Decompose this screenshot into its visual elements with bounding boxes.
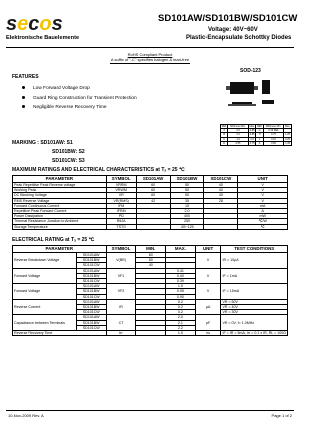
company-logo (6, 14, 88, 41)
table-cell: 0.2 (166, 305, 196, 310)
max-ratings-title: MAXIMUM RATINGS AND ELECTRICAL CHARACTERISTICS at Tₐ = 25 ℃ (12, 167, 185, 173)
table-cell: SD101CW (76, 263, 106, 268)
table-cell: SD101AW (76, 299, 106, 304)
table-cell: Forward Voltage (13, 268, 77, 284)
table-cell: Repetitive Peak Forward Current (13, 209, 107, 214)
table-cell: Reverse Current (13, 299, 77, 315)
table-cell: 60 (136, 193, 170, 198)
table-cell: SD101BW (76, 258, 106, 263)
table-cell: VR = 0V, f= 1.0MHz (221, 315, 288, 331)
table-cell: SD101CW (76, 310, 106, 315)
table-cell: 2.2 (166, 325, 196, 330)
bullet-icon (22, 86, 25, 89)
table-cell: 40 (204, 193, 238, 198)
table-cell: μA (195, 299, 221, 315)
table-cell: 2.0 (166, 315, 196, 320)
table-cell: SD101AW (76, 315, 106, 320)
table-cell: IR (106, 299, 136, 315)
table-cell: Capacitance between Terminals (13, 315, 77, 331)
table-cell: 40 (204, 188, 238, 193)
marking-item: SD101CW: S3 (52, 158, 85, 164)
logo-wordmark: secos (6, 13, 63, 35)
header-divider (6, 47, 294, 48)
table-cell: VR = 40V (221, 305, 288, 310)
package-drawing-icon (226, 76, 278, 120)
table-cell: 50 (170, 193, 204, 198)
table-cell: Thermal Resistance Junction to Ambient (13, 219, 107, 224)
footer-page: Page 1 of 2 (271, 413, 292, 418)
table-cell (136, 224, 170, 229)
table-cell: VR(RMS) (106, 198, 136, 203)
table-cell: 50 (170, 188, 204, 193)
table-cell: IFM (106, 203, 136, 208)
table-cell: VR = 50V (221, 299, 288, 304)
table-cell: V(BR) (106, 253, 136, 269)
table-cell: TSTG (106, 224, 136, 229)
table-cell: 0.40 (166, 273, 196, 278)
table-cell: IF = 1mA (221, 268, 288, 284)
package-label: SOD-123 (240, 68, 261, 74)
table-cell: SD101BW (76, 273, 106, 278)
table-cell: Working Peak (13, 188, 107, 193)
table-cell: Forward Voltage (13, 284, 77, 300)
electrical-table (12, 245, 288, 336)
table-cell: SD101BW (76, 289, 106, 294)
table-cell: IR = 10μA (221, 253, 288, 269)
table-header-row: PARAMETER SYMBOL SD101AW SD101BW SD101CW UNIT (13, 176, 288, 183)
logo-subtitle: Elektronische Bauelemente (6, 35, 80, 41)
table-cell: Peak Repetitive Peak Reverse voltage (13, 183, 107, 188)
table-cell: CT (106, 315, 136, 331)
table-cell: 0.2 (166, 299, 196, 304)
table-cell: SD101CW (76, 294, 106, 299)
table-cell: IFRM (106, 209, 136, 214)
table-cell: SD101AW (76, 284, 106, 289)
table-cell: VR (106, 193, 136, 198)
table-cell: VR = 30V (221, 310, 288, 315)
table-row (13, 224, 288, 229)
marking-title: MARKING : (12, 140, 39, 146)
table-cell: 35 (170, 198, 204, 203)
table-cell: 0.90 (166, 294, 196, 299)
table-cell: 60 (136, 183, 170, 188)
table-row (13, 253, 288, 258)
table-cell: 60 (136, 253, 166, 258)
table-cell: 1.0 (166, 284, 196, 289)
table-cell: mA (238, 203, 288, 208)
table-cell: ℃ (238, 224, 288, 229)
table-cell: V (238, 198, 288, 203)
table-cell: Forward Continuous Current (13, 203, 107, 208)
table-cell: mW (238, 214, 288, 219)
table-cell: VRRM (106, 183, 136, 188)
table-cell: 0.2 (166, 310, 196, 315)
table-cell (136, 331, 166, 336)
bullet-icon (22, 105, 25, 108)
table-cell: SD101CW (76, 279, 106, 284)
table-cell: 50 (136, 258, 166, 263)
package-dimensions-table: REF Millimeter Min. Max. REF Millimeter Min. Max. A 2.5 2.85 G 0.15 REF B 3.4 3.85 H 0.75 1.25 C 1.0 2.0 J 0.15 0.25 D 0.55 0.75 K 0.85 1.35 (221, 125, 291, 145)
table-cell: 0.95 (166, 289, 196, 294)
table-cell: V (195, 253, 221, 269)
table-cell: 60 (136, 188, 170, 193)
table-cell: Reverse Breakdown Voltage (13, 253, 77, 269)
table-cell: pF (195, 315, 221, 331)
table-cell: Reverse Recovery Time (13, 331, 107, 336)
table-cell: SD101CW (76, 325, 106, 330)
table-cell: 2.0 (170, 209, 204, 214)
table-cell: trr (106, 331, 136, 336)
table-cell: VF1 (106, 268, 136, 284)
table-cell: RMS Reverse Voltage (13, 198, 107, 203)
table-cell: DC Blocking Voltage (13, 193, 107, 198)
feature-item: Low Forward Voltage Drop (22, 86, 137, 91)
voltage-rating: Voltage: 40V~60V (208, 27, 258, 33)
package-description: Plastic-Encapsulate Schottky Diodes (186, 35, 292, 41)
rohs-line2: A suffix of "-C" specifies halogen & lead-free (110, 57, 190, 62)
table-cell: V (238, 188, 288, 193)
table-cell: SD101BW (76, 305, 106, 310)
table-row (13, 331, 288, 336)
table-cell: V (195, 268, 221, 284)
table-cell: 15 (170, 203, 204, 208)
table-header-row: PARAMETER SYMBOL MIN. MAX. UNIT TEST CONDITIONS (13, 246, 288, 253)
table-cell: 250 (170, 219, 204, 224)
footer-date: 10-Nov-2009 Rev. A (8, 413, 44, 418)
table-cell: VF2 (106, 284, 136, 300)
table-cell: 1.0 (166, 331, 196, 336)
table-cell: A (238, 209, 288, 214)
table-cell: RθJA (106, 219, 136, 224)
features-list (22, 86, 137, 115)
rohs-notice (0, 52, 300, 62)
table-cell: VRWM (106, 188, 136, 193)
table-cell: 50 (170, 183, 204, 188)
table-cell: 40 (204, 183, 238, 188)
feature-item: Guard Ring Construction for Transient Protection (22, 96, 137, 101)
table-cell: 42 (136, 198, 170, 203)
rohs-line1: RoHS Compliant Product (127, 52, 173, 57)
table-cell (204, 224, 238, 229)
table-cell: ℃/W (238, 219, 288, 224)
table-cell: 0.39 (166, 279, 196, 284)
table-cell: IF = IR = 5mA, Irr = 0.1 x IR, RL = 100Ω (222, 331, 286, 336)
table-cell: PD (106, 214, 136, 219)
table-cell: V (238, 183, 288, 188)
table-cell: SD101AW (76, 253, 106, 258)
part-number-title: SD101AW/SD101BW/SD101CW (158, 13, 298, 24)
table-cell: Storage Temperature (13, 224, 107, 229)
table-cell: 28 (204, 198, 238, 203)
table-cell: 0.41 (166, 268, 196, 273)
table-cell: ns (195, 331, 221, 336)
electrical-title: ELECTRICAL RATING at Tₐ = 25 ℃ (12, 237, 95, 243)
features-title: FEATURES (12, 74, 39, 80)
table-cell: SD101BW (76, 320, 106, 325)
max-ratings-table (12, 175, 288, 230)
table-cell: -65~125 (170, 224, 204, 229)
table-cell: SD101AW (76, 268, 106, 273)
table-cell: IF = 15mA (221, 284, 288, 300)
table-cell: V (238, 193, 288, 198)
feature-item: Negligible Reverse Recovery Time (22, 105, 137, 110)
bullet-icon (22, 96, 25, 99)
table-cell: Power Dissipation (13, 214, 107, 219)
footer-divider (6, 410, 294, 411)
table-cell: V (195, 284, 221, 300)
marking-block (12, 139, 85, 166)
marking-item: SD101BW: S2 (52, 149, 85, 155)
table-cell: 40 (136, 263, 166, 268)
marking-item: SD101AW: S1 (40, 140, 73, 146)
table-cell: 400 (170, 214, 204, 219)
table-cell: 2.1 (166, 320, 196, 325)
rohs-divider (110, 63, 190, 64)
